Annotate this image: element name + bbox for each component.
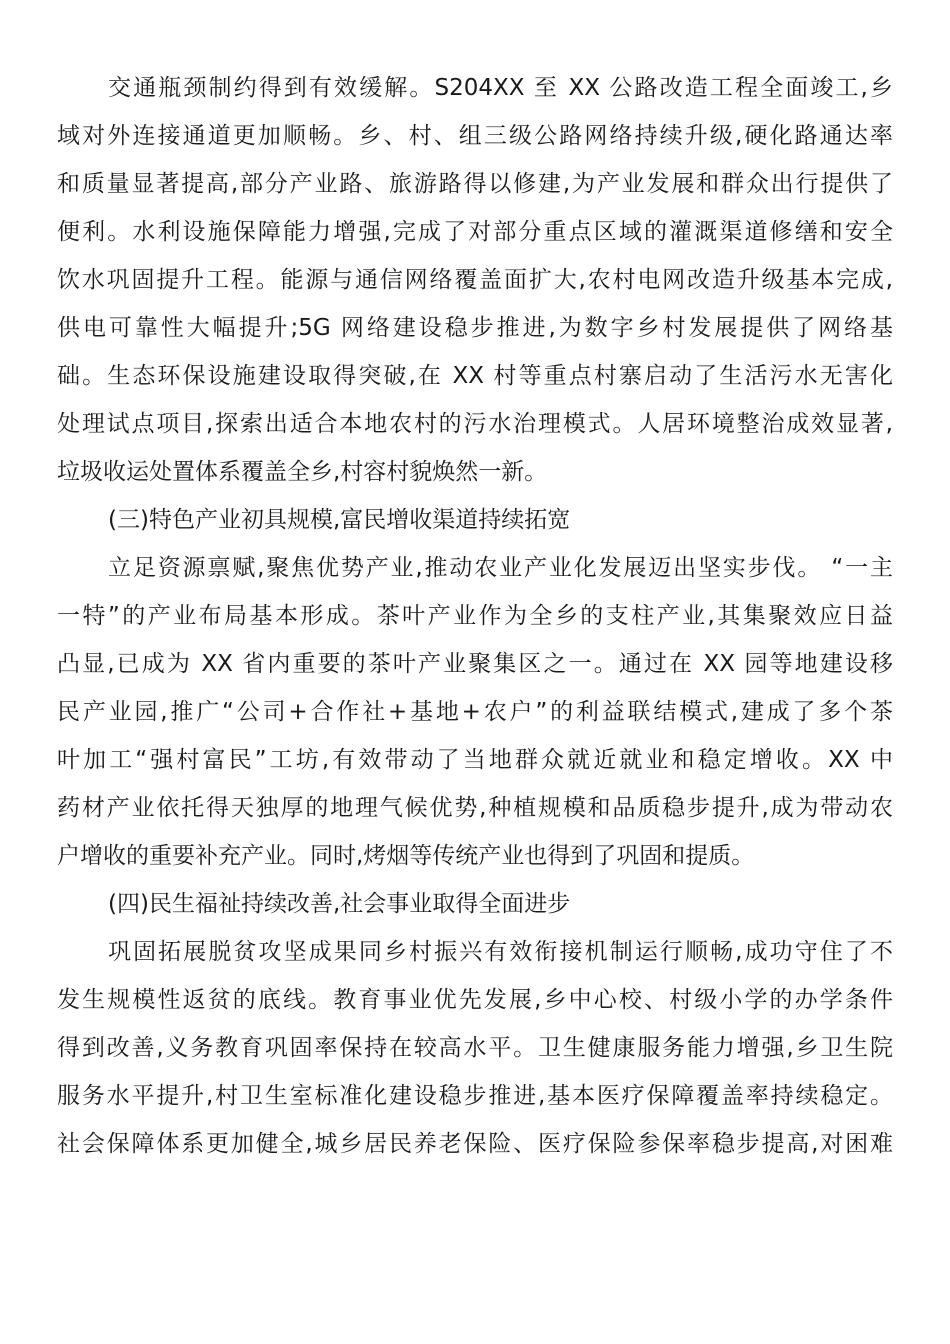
paragraph-line: 便利。水利设施保障能力增强,完成了对部分重点区域的灌溉渠道修缮和安全 [57, 219, 893, 245]
paragraph-line: 凸显,已成为 XX 省内重要的茶叶产业聚集区之一。通过在 XX 园等地建设移 [57, 651, 893, 677]
paragraph-line: 饮水巩固提升工程。能源与通信网络覆盖面扩大,农村电网改造升级基本完成, [57, 267, 893, 293]
paragraph-line: 供电可靠性大幅提升;5G 网络建设稳步推进,为数字乡村发展提供了网络基 [57, 315, 893, 341]
paragraph-line: 域对外连接通道更加顺畅。乡、村、组三级公路网络持续升级,硬化路通达率 [57, 123, 893, 149]
paragraph-line: 巩固拓展脱贫攻坚成果同乡村振兴有效衔接机制运行顺畅,成功守住了不 [108, 939, 893, 965]
paragraph-line: 药材产业依托得天独厚的地理气候优势,种植规模和品质稳步提升,成为带动农 [57, 795, 893, 821]
paragraph-line: 服务水平提升,村卫生室标准化建设稳步推进,基本医疗保障覆盖率持续稳定。 [57, 1083, 893, 1109]
paragraph-line: 叶加工“强村富民”工坊,有效带动了当地群众就近就业和稳定增收。XX 中 [57, 747, 893, 773]
paragraph-line: 垃圾收运处置体系覆盖全乡,村容村貌焕然一新。 [57, 459, 548, 485]
paragraph-line: 一特”的产业布局基本形成。茶叶产业作为全乡的支柱产业,其集聚效应日益 [57, 603, 893, 629]
paragraph-line: 得到改善,义务教育巩固率保持在较高水平。卫生健康服务能力增强,乡卫生院 [57, 1035, 893, 1061]
paragraph-line: 民产业园,推广“公司+合作社+基地+农户”的利益联结模式,建成了多个茶 [57, 699, 893, 725]
paragraph-line: 户增收的重要补充产业。同时,烤烟等传统产业也得到了巩固和提质。 [57, 843, 755, 869]
paragraph-line: 交通瓶颈制约得到有效缓解。S204XX 至 XX 公路改造工程全面竣工,乡 [108, 75, 893, 101]
paragraph-line: 立足资源禀赋,聚焦优势产业,推动农业产业化发展迈出坚实步伐。 “一主 [108, 555, 893, 581]
paragraph-line: 和质量显著提高,部分产业路、旅游路得以修建,为产业发展和群众出行提供了 [57, 171, 893, 197]
section-heading: (三)特色产业初具规模,富民增收渠道持续拓宽 [108, 507, 571, 533]
paragraph-line: 础。生态环保设施建设取得突破,在 XX 村等重点村寨启动了生活污水无害化 [57, 363, 893, 389]
paragraph-line: 处理试点项目,探索出适合本地农村的污水治理模式。人居环境整治成效显著, [57, 411, 893, 437]
paragraph-line: 发生规模性返贫的底线。教育事业优先发展,乡中心校、村级小学的办学条件 [57, 987, 893, 1013]
paragraph-line: 社会保障体系更加健全,城乡居民养老保险、医疗保险参保率稳步提高,对困难 [57, 1131, 893, 1157]
section-heading: (四)民生福祉持续改善,社会事业取得全面进步 [108, 891, 571, 917]
